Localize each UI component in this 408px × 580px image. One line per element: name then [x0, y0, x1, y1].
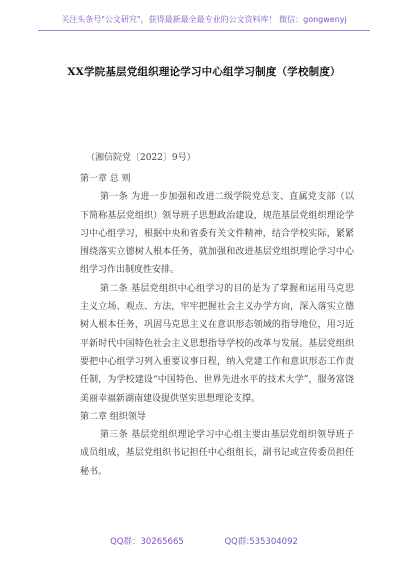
document-title: XX学院基层党组织理论学习中心组学习制度（学校制度） — [67, 66, 341, 78]
article-2: 第二条 基层党组织中心组学习的目的是为了掌握和运用马克思主义立场、观点、方法，牢牢把握社会主义办学方向，深入落实立德树人根本任务，巩固马克思主义在意识形态领域的指导地位，用习近平新时代中国特色社会主义思想指导学校的改革与发展。基层党组织要把中心组学习列入重要议事日程，纳入党建工作和意识形态工作责任制，为学校建设“中国特色、世界先进水平的技术大学”，服务富饶美丽幸福新湖南建设提供坚实思想理论支撑。 — [80, 283, 354, 404]
article-1: 第一条 为进一步加强和改进二级学院党总支、直属党支部（以下简称基层党组织）领导班子思想政治建设，规范基层党组织理论学习中心组学习，根据中央和省委有关文件精神，结合学校实际，紧紧围绕落实立德树人根本任务，就加强和改进基层党组织理论学习中心组学习作出制度性安排。 — [80, 192, 354, 276]
document-body — [80, 170, 354, 481]
footer-contact — [0, 535, 408, 547]
article-3: 第三条 基层党组织理论学习中心组主要由基层党组织领导班子成员组成，基层党组织书记担任中心组组长，副书记或宣传委员担任秘书。 — [80, 430, 354, 477]
chapter-heading-2: 第二章 组织领导 — [80, 411, 146, 422]
footer-qq-group-2: QQ群:535304092 — [224, 537, 298, 547]
footer-qq-group-1: QQ群：30265665 — [110, 537, 184, 547]
chapter-heading-1: 第一章 总 则 — [80, 174, 131, 184]
header-promo-note: 关注头条号"公文研究"，获得最新最全最专业的公文资料库！ 微信：gongwenyj — [61, 15, 347, 24]
document-number: （湘信院党〔2022〕9号） — [86, 153, 196, 163]
header-divider — [38, 30, 370, 31]
